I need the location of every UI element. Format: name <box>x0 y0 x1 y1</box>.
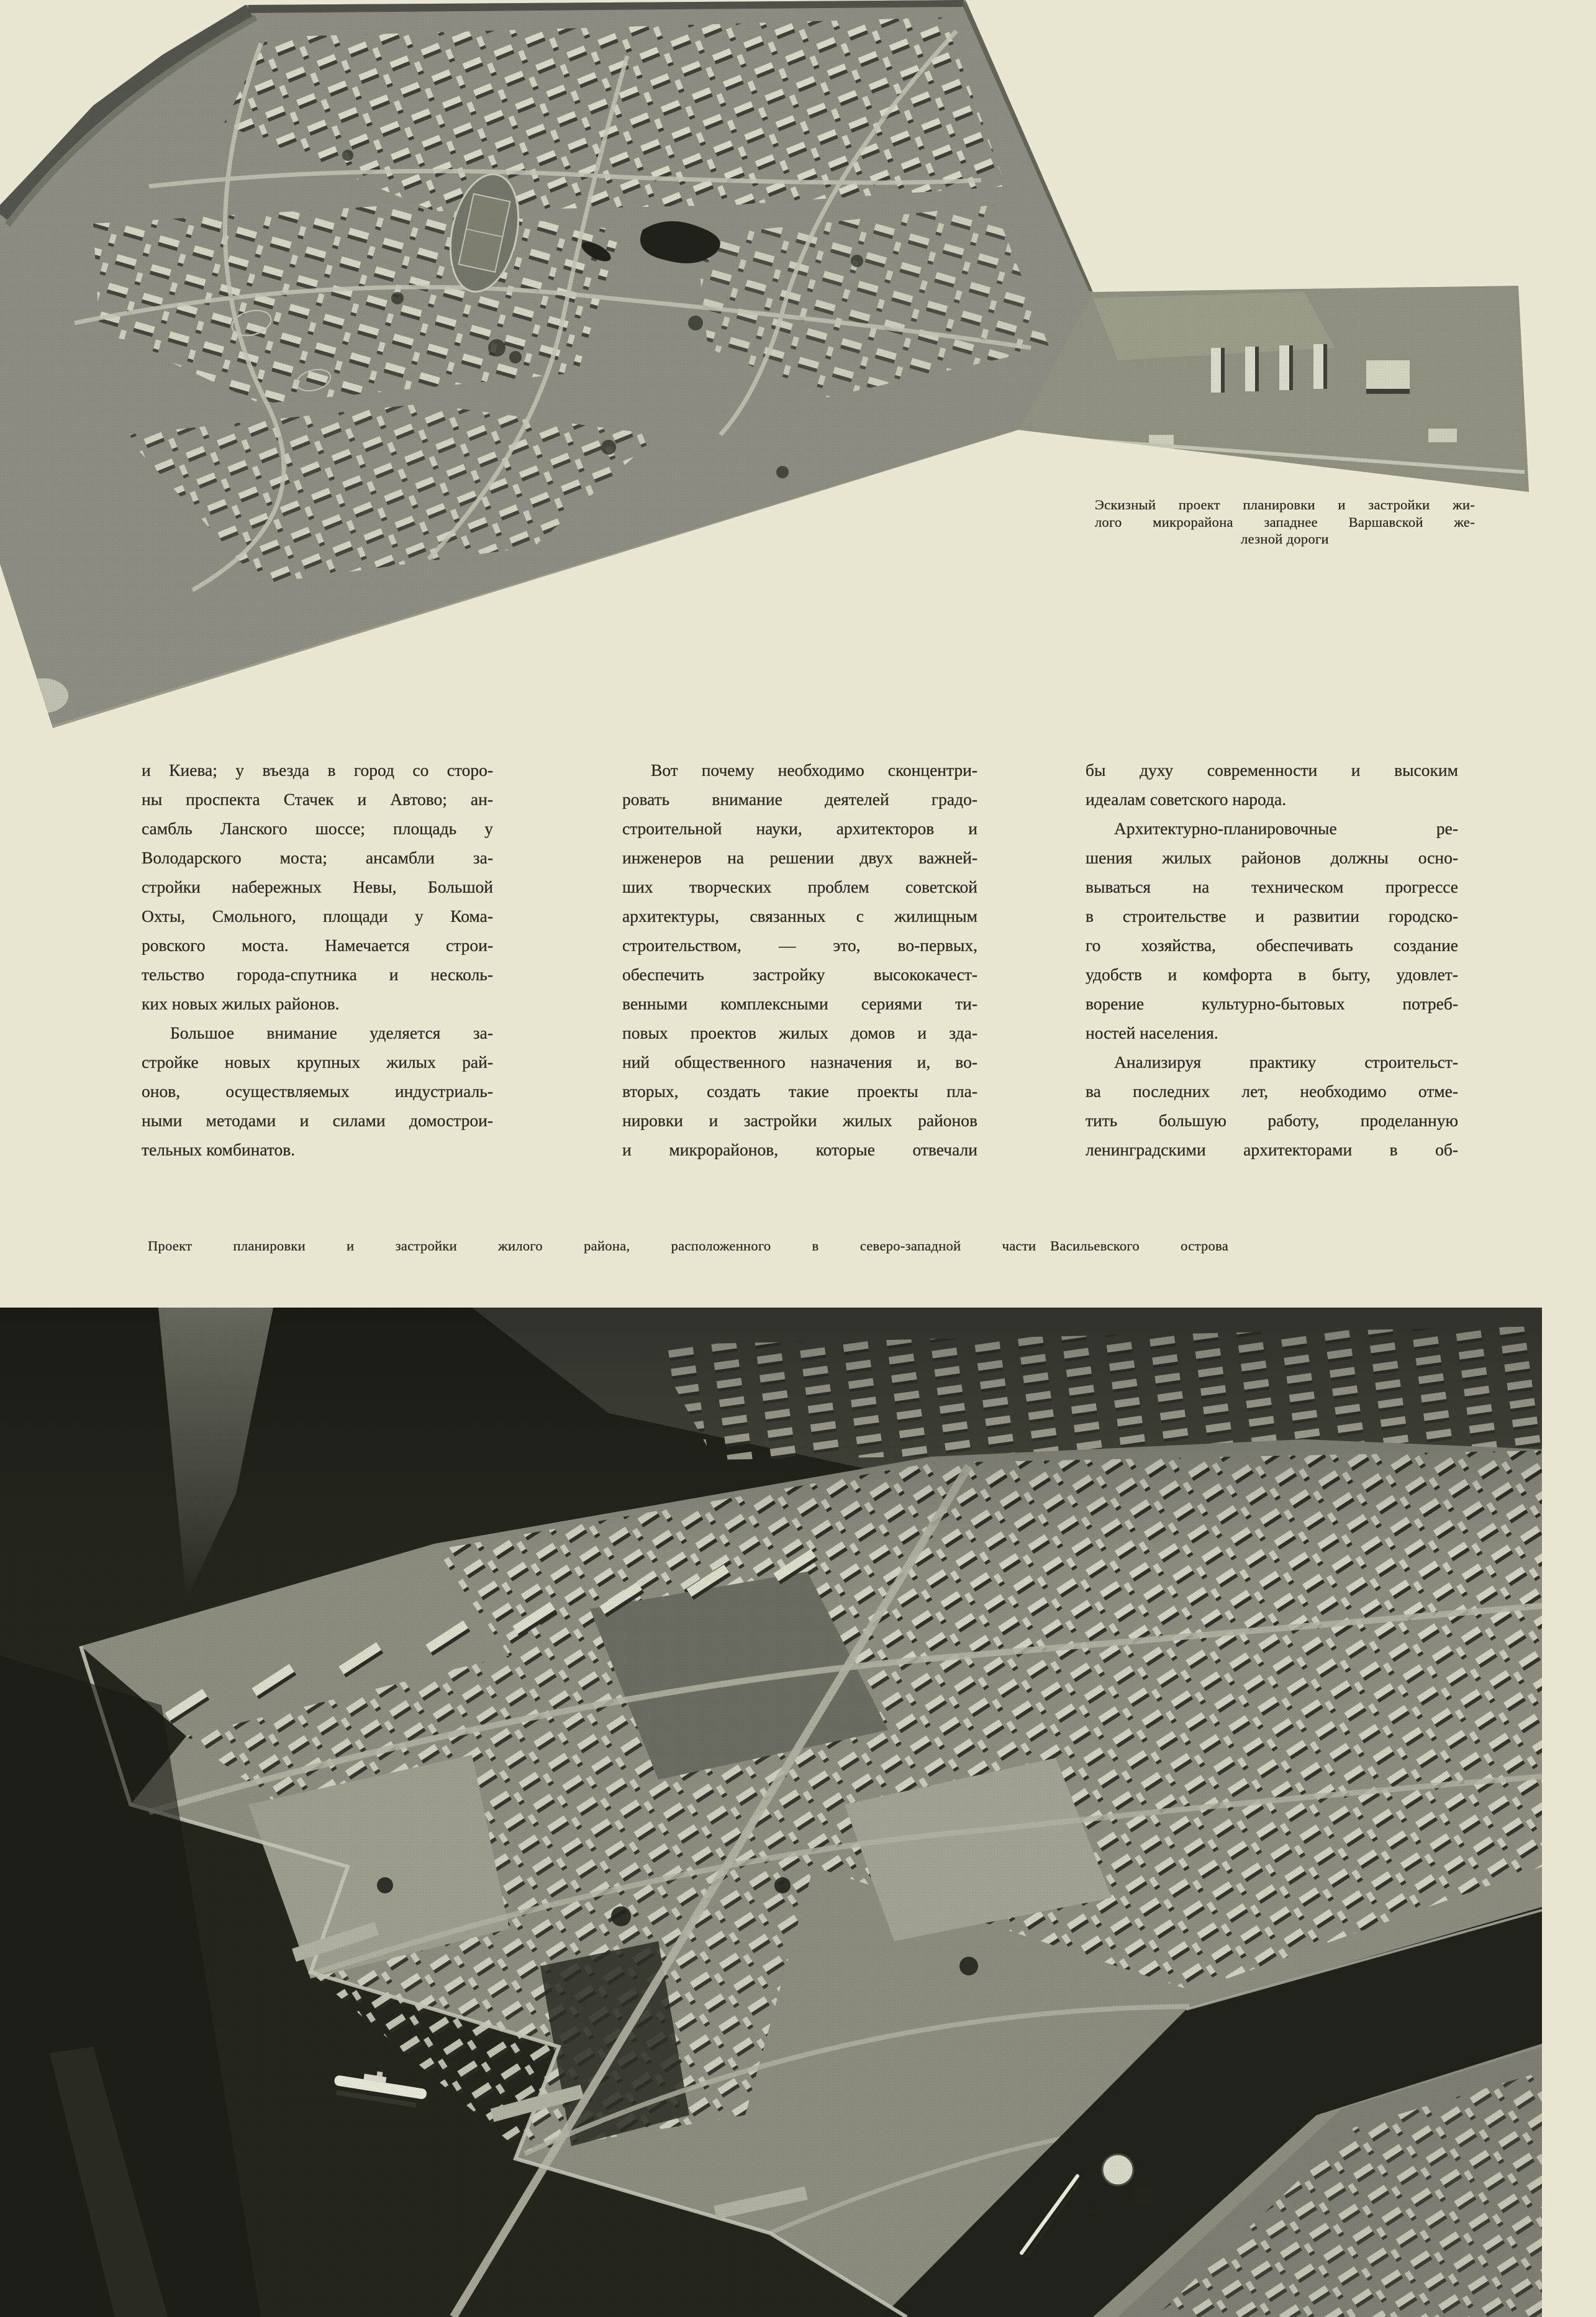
text-line: ких новых жилых районов. <box>142 994 340 1013</box>
text-line: венными комплексными сериями ти- <box>622 994 977 1013</box>
text-line: шения жилых районов должны осно- <box>1086 848 1458 867</box>
text-line: тельных комбинатов. <box>142 1140 296 1159</box>
text-line: ленинградскими архитекторами в об- <box>1086 1140 1458 1159</box>
top-photo-artwork <box>0 0 1596 739</box>
text-line: Эскизный проект планировки и застройки жи- <box>1095 497 1475 512</box>
text-line: Володарского моста; ансамбли за- <box>142 848 493 867</box>
text-line: Анализируя практику строительст- <box>1114 1052 1458 1072</box>
text-line: ностей населения. <box>1086 1023 1218 1042</box>
text-line: нировки и застройки жилых районов <box>622 1111 977 1130</box>
text-line: ва последних лет, необходимо отме- <box>1086 1081 1458 1101</box>
text-line: строительной науки, архитекторов и <box>622 819 977 838</box>
text-line: ровать внимание деятелей градо- <box>622 790 977 809</box>
text-line: онов, осуществляемых индустриаль- <box>142 1081 493 1101</box>
text-line: и Киева; у въезда в город со сторо- <box>142 760 493 780</box>
text-column-1 <box>142 755 493 1164</box>
text-line: и микрорайонов, которые отвечали <box>622 1140 977 1159</box>
text-line: ших творческих проблем советской <box>622 877 977 896</box>
text-line: ными методами и силами домострои- <box>142 1111 493 1130</box>
text-line: бы духу современности и высоким <box>1086 760 1458 780</box>
top-photo-caption <box>1095 496 1475 548</box>
text-line: ний общественного назначения и, во- <box>622 1052 977 1072</box>
text-line: вторых, создать такие проекты пла- <box>622 1081 977 1101</box>
text-line: Большое внимание уделяется за- <box>170 1023 493 1042</box>
text-line: Охты, Смольного, площади у Кома- <box>142 906 493 926</box>
text-line: стройки набережных Невы, Большой <box>142 877 493 896</box>
text-line: лого микрорайона западнее Варшавской же- <box>1095 514 1475 530</box>
text-line: тельство города-спутника и несколь- <box>142 965 493 984</box>
text-line: инженеров на решении двух важней- <box>622 848 977 867</box>
text-line: лезной дороги <box>1241 531 1329 547</box>
text-line: архитектуры, связанных с жилищным <box>622 906 977 926</box>
top-photo-model-aerial <box>0 0 1596 739</box>
text-line: строительством, — это, во-первых, <box>622 935 977 955</box>
text-line: Архитектурно-планировочные ре- <box>1114 819 1458 838</box>
text-column-2 <box>622 755 977 1164</box>
text-line: Вот почему необходимо сконцентри- <box>651 760 977 780</box>
text-line: самбль Ланского шоссе; площадь у <box>142 819 493 838</box>
text-line: обеспечить застройку высококачест- <box>622 965 977 984</box>
text-line: стройке новых крупных жилых рай- <box>142 1052 493 1072</box>
bottom-photo-caption: Проект планировки и застройки жилого района, расположенного в северо-западной части Васильевского острова <box>148 1238 1228 1254</box>
text-line: ровского моста. Намечается строи- <box>142 935 493 955</box>
text-column-3 <box>1086 755 1458 1164</box>
bottom-photo-model-aerial <box>0 1308 1542 2317</box>
text-line: в строительстве и развитии городско- <box>1086 906 1458 926</box>
text-line: ны проспекта Стачек и Автово; ан- <box>142 790 493 809</box>
text-line: го хозяйства, обеспечивать создание <box>1086 935 1458 955</box>
text-line: идеалам советского народа. <box>1086 790 1287 809</box>
text-line: вываться на техническом прогрессе <box>1086 877 1458 896</box>
text-line: удобств и комфорта в быту, удовлет- <box>1086 965 1458 984</box>
text-line: ворение культурно-бытовых потреб- <box>1086 994 1458 1013</box>
bottom-photo-artwork <box>0 1308 1542 2317</box>
text-line: повых проектов жилых домов и зда- <box>622 1023 977 1042</box>
text-line: тить большую работу, проделанную <box>1086 1111 1458 1130</box>
